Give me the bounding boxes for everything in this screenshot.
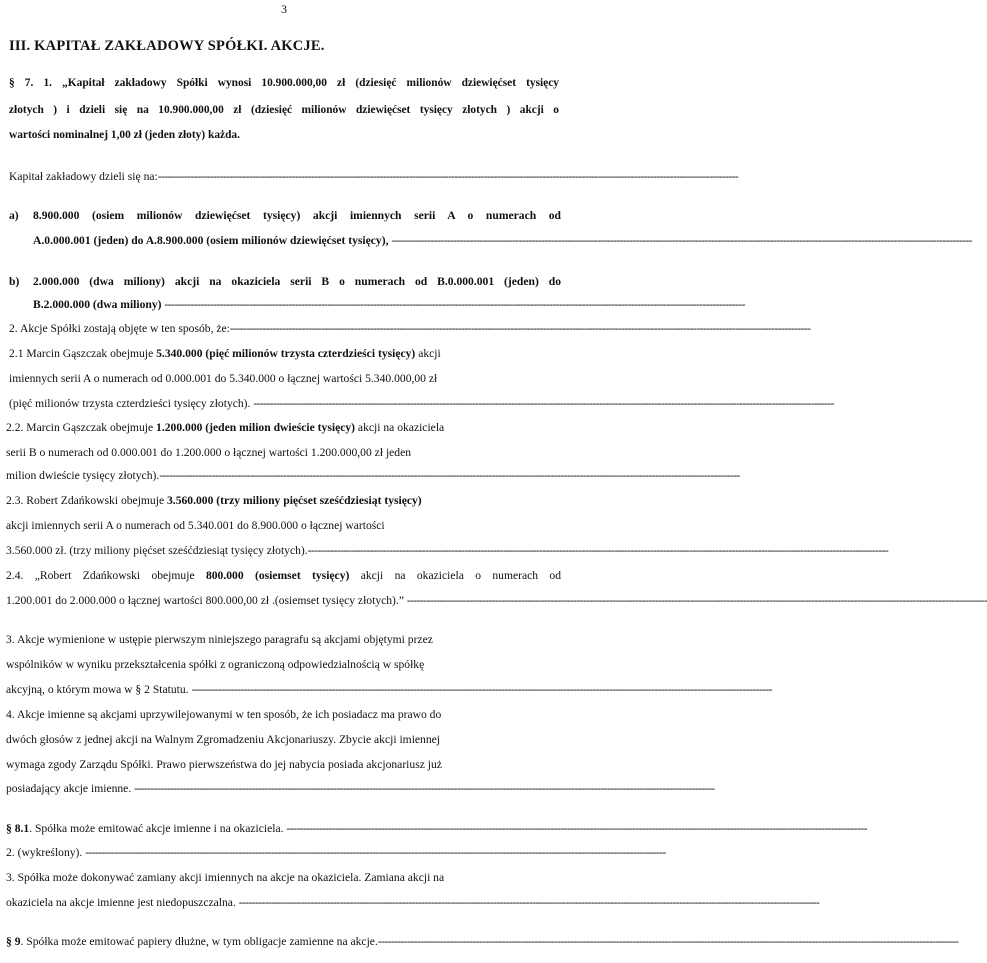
p4-line-3: wymaga zgody Zarządu Spółki. Prawo pierwszeństwa do jej nabycia posiada akcjonariusz już xyxy=(6,758,442,771)
p21-line-3-text: (pięć milionów trzysta czterdzieści tysięcy złotych). xyxy=(9,397,254,410)
s9-label: § 9 xyxy=(6,935,21,948)
p23-line-2: akcji imiennych serii A o numerach od 5.340.001 do 8.900.000 o łącznej wartości xyxy=(6,519,385,532)
capital-intro-text: Kapitał zakładowy dzieli się na: xyxy=(9,170,158,183)
s8-line-4-text: okaziciela na akcje imienne jest niedopuszczalna. xyxy=(6,896,239,909)
p24-line-2-text: 1.200.001 do 2.000.000 o łącznej wartości 800.000,00 zł .(osiemset tysięcy złotych).” xyxy=(6,594,407,607)
p23-line-3 xyxy=(6,544,889,558)
s7-line-2: złotych ) i dzieli się na 10.900.000,00 zł (dziesięć milionów dziewięćset tysięcy złotych ) akcji o xyxy=(9,104,559,116)
dash-filler: ---------------------------------------------------------------------------------------------------------------------------------------------------------------------------------- xyxy=(238,896,820,909)
dash-filler: ---------------------------------------------------------------------------------------------------------------------------------------------------------------------------------- xyxy=(377,935,959,948)
s8-label: § 8.1 xyxy=(6,822,30,835)
item-a-line-2-text: A.0.000.001 (jeden) do A.8.900.000 (osiem milionów dziewięćset tysięcy), xyxy=(33,234,392,247)
s8-line-2-text: 2. (wykreślony). xyxy=(6,846,86,859)
p22-line-3-text: milion dwieście tysięcy złotych). xyxy=(6,469,160,482)
section-heading: III. KAPITAŁ ZAKŁADOWY SPÓŁKI. AKCJE. xyxy=(9,38,325,54)
p2-text: 2. Akcje Spółki zostają objęte w ten sposób, że: xyxy=(9,322,230,335)
item-b-label: b) xyxy=(9,275,20,288)
dash-filler: ---------------------------------------------------------------------------------------------------------------------------------------------------------------------------------- xyxy=(307,544,889,557)
p21-line-3 xyxy=(9,397,834,411)
p21-bold: 5.340.000 (pięć milionów trzysta czterdzieści tysięcy) xyxy=(156,347,416,360)
s8-line-1 xyxy=(6,822,867,836)
p22-line-1 xyxy=(6,421,561,435)
p22-bold: 1.200.000 (jeden milion dwieście tysięcy) xyxy=(156,421,356,434)
dash-filler: ---------------------------------------------------------------------------------------------------------------------------------------------------------------------------------- xyxy=(191,683,772,696)
s9-text: . Spółka może emitować papiery dłużne, w tym obligacje zamienne na akcje. xyxy=(20,935,378,948)
dash-filler: ---------------------------------------------------------------------------------------------------------------------------------------------------------------------------------- xyxy=(134,782,715,795)
p2-line xyxy=(9,322,811,336)
dash-filler: ---------------------------------------------------------------------------------------------------------------------------------------------------------------------------------- xyxy=(406,594,987,607)
p4-line-4-text: posiadający akcje imienne. xyxy=(6,782,135,795)
s8-line-4 xyxy=(6,896,820,910)
p23-pre: 2.3. Robert Zdańkowski obejmuje xyxy=(6,494,167,507)
p21-line-1 xyxy=(9,347,561,361)
s9-line xyxy=(6,935,959,949)
dash-filler: ---------------------------------------------------------------------------------------------------------------------------------------------------------------------------------- xyxy=(164,298,745,311)
p23-bold: 3.560.000 (trzy miliony pięćset sześćdziesiąt tysięcy) xyxy=(167,494,422,507)
s7-line-3: wartości nominalnej 1,00 zł (jeden złoty) każda. xyxy=(9,129,240,141)
s8-line-2 xyxy=(6,846,666,860)
p21-line-2: imiennych serii A o numerach od 0.000.001 do 5.340.000 o łącznej wartości 5.340.000,00 zł xyxy=(9,372,438,385)
dash-filler: ---------------------------------------------------------------------------------------------------------------------------------------------------------------------------------- xyxy=(157,170,739,183)
item-a-label: a) xyxy=(9,209,19,222)
dash-filler: ---------------------------------------------------------------------------------------------------------------------------------------------------------------------------------- xyxy=(391,234,972,247)
p22-pre: 2.2. Marcin Gąszczak obejmuje xyxy=(6,421,157,434)
p4-line-2: dwóch głosów z jednej akcji na Walnym Zgromadzeniu Akcjonariuszy. Zbycie akcji imiennej xyxy=(6,733,441,746)
s8-line-3: 3. Spółka może dokonywać zamiany akcji imiennych na akcje na okaziciela. Zamiana akcji na xyxy=(6,871,445,884)
p23-line-3-text: 3.560.000 zł. (trzy miliony pięćset sześćdziesiąt tysięcy złotych). xyxy=(6,544,308,557)
p3-line-1: 3. Akcje wymienione w ustępie pierwszym niniejszego paragrafu są akcjami objętymi przez xyxy=(6,633,433,646)
p3-line-2: wspólników w wyniku przekształcenia spółki z ograniczoną odpowiedzialnością w spółkę xyxy=(6,658,425,671)
p24-line-1 xyxy=(6,569,561,583)
p3-line-3 xyxy=(6,683,772,697)
item-b-line-2-text: B.2.000.000 (dwa miliony) xyxy=(33,298,165,311)
capital-intro-line xyxy=(9,170,739,184)
p22-line-3 xyxy=(6,469,740,483)
item-b-line-1: 2.000.000 (dwa miliony) akcji na okaziciela serii B o numerach od B.0.000.001 (jeden) do xyxy=(33,275,561,288)
p22-line-2: serii B o numerach od 0.000.001 do 1.200.000 o łącznej wartości 1.200.000,00 zł jeden xyxy=(6,446,412,459)
page-number: 3 xyxy=(281,2,287,16)
p24-line-2 xyxy=(6,594,987,608)
s7-line-1: § 7. 1. „Kapitał zakładowy Spółki wynosi 10.900.000,00 zł (dziesięć milionów dziewięćset tysięcy xyxy=(9,77,559,89)
item-a-line-1: 8.900.000 (osiem milionów dziewięćset tysięcy) akcji imiennych serii A o numerach od xyxy=(33,209,561,222)
p24-pre: 2.4. „Robert Zdańkowski obejmuje xyxy=(6,569,206,582)
p24-bold: 800.000 (osiemset tysięcy) xyxy=(205,569,350,582)
s8-line-1-text: . Spółka może emitować akcje imienne i na okaziciela. xyxy=(29,822,287,835)
p3-line-3-text: akcyjną, o którym mowa w § 2 Statutu. xyxy=(6,683,192,696)
dash-filler: ---------------------------------------------------------------------------------------------------------------------------------------------------------------------------------- xyxy=(229,322,811,335)
dash-filler: ---------------------------------------------------------------------------------------------------------------------------------------------------------------------------------- xyxy=(253,397,834,410)
item-a-line-2 xyxy=(33,234,972,248)
dash-filler: ---------------------------------------------------------------------------------------------------------------------------------------------------------------------------------- xyxy=(159,469,740,482)
p21-pre: 2.1 Marcin Gąszczak obejmuje xyxy=(9,347,157,360)
dash-filler: ---------------------------------------------------------------------------------------------------------------------------------------------------------------------------------- xyxy=(85,846,666,859)
p4-line-1: 4. Akcje imienne są akcjami uprzywilejowanymi w ten sposób, że ich posiadacz ma prawo do xyxy=(6,708,442,721)
item-b-line-2 xyxy=(33,298,745,312)
p4-line-4 xyxy=(6,782,715,796)
p23-line-1 xyxy=(6,494,561,508)
dash-filler: ---------------------------------------------------------------------------------------------------------------------------------------------------------------------------------- xyxy=(286,822,867,835)
p21-post: akcji xyxy=(415,347,441,360)
p24-post: akcji na okaziciela o numerach od xyxy=(349,569,562,582)
p22-post: akcji na okaziciela xyxy=(355,421,445,434)
